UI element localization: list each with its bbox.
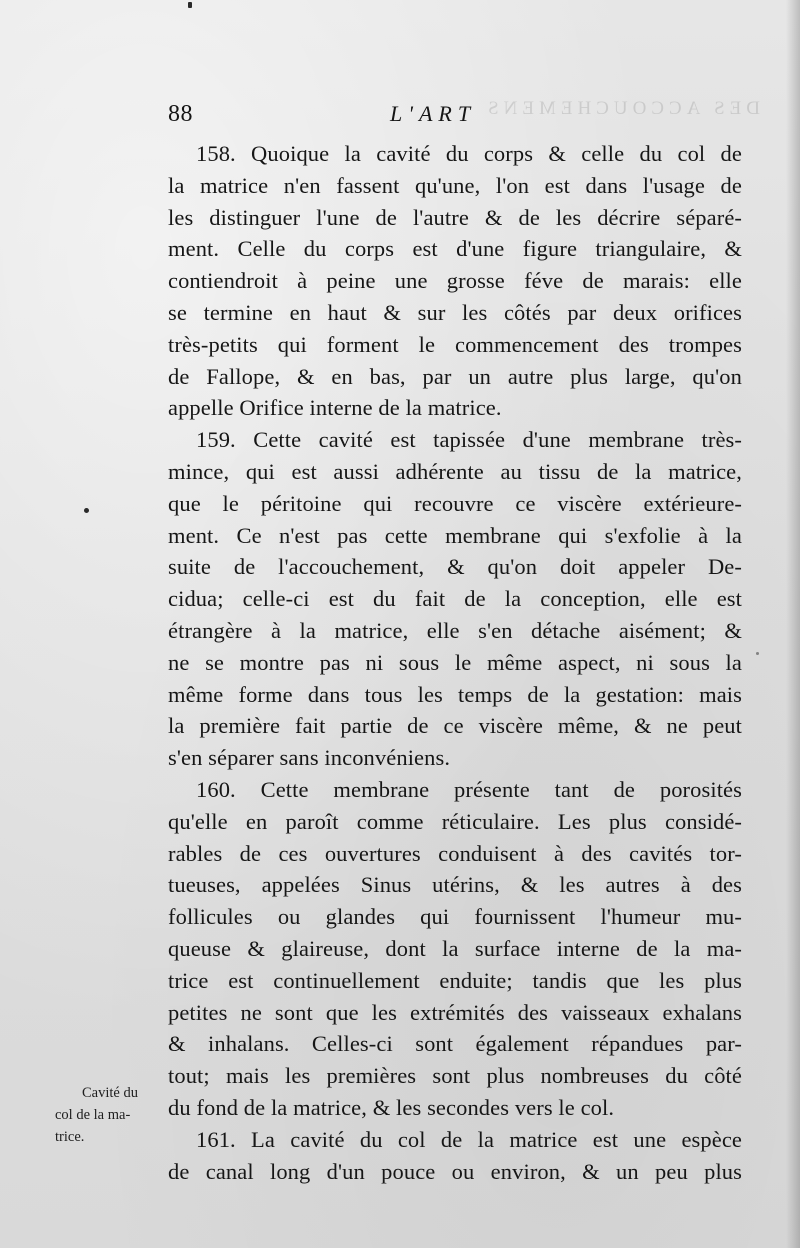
show-through-text: DES ACCOUCHEMENS [483, 98, 760, 119]
page-number: 88 [168, 101, 193, 127]
margin-note [55, 1082, 165, 1148]
text-line: rables de ces ouvertures conduisent à des cavités tor- [168, 840, 742, 866]
running-head: L'ART [390, 101, 477, 126]
page-header [168, 99, 742, 133]
text-line: 160. Cette membrane présente tant de porosités [196, 776, 742, 802]
text-line: de canal long d'un pouce ou environ, & un peu plus [168, 1158, 742, 1184]
body-text [168, 138, 742, 1187]
text-line: se termine en haut & sur les côtés par deux orifices [168, 299, 742, 325]
text-line: ment. Ce n'est pas cette membrane qui s'exfolie à la [168, 522, 742, 548]
paper-speck [756, 652, 759, 655]
text-line: très-petits qui forment le commencement des trompes [168, 331, 742, 357]
text-line: contiendroit à peine une grosse féve de marais: elle [168, 268, 742, 294]
text-line: la première fait partie de ce viscère même, & ne peut [168, 713, 742, 739]
text-line: que le péritoine qui recouvre ce viscère extérieure- [168, 490, 742, 516]
text-line: & inhalans. Celles-ci sont également répandues par- [168, 1031, 742, 1057]
paper-speck [84, 508, 89, 513]
text-line: de Fallope, & en bas, par un autre plus large, qu'on [168, 363, 742, 389]
text-line: 161. La cavité du col de la matrice est une espèce [196, 1126, 742, 1152]
text-line: appelle Orifice interne de la matrice. [168, 395, 502, 421]
text-line: les distinguer l'une de l'autre & de les décrire séparé- [168, 204, 742, 230]
text-line: la matrice n'en fassent qu'une, l'on est dans l'usage de [168, 172, 742, 198]
text-line: tout; mais les premières sont plus nombreuses du côté [168, 1063, 742, 1089]
text-line: s'en séparer sans inconvéniens. [168, 745, 451, 771]
text-line: étrangère à la matrice, elle s'en détache aisément; & [168, 617, 742, 643]
text-line: cidua; celle-ci est du fait de la conception, elle est [168, 586, 742, 612]
text-line: follicules ou glandes qui fournissent l'humeur mu- [168, 904, 742, 930]
text-line: queuse & glaireuse, dont la surface interne de la ma- [168, 935, 742, 961]
margin-note-line: col de la ma- [55, 1107, 131, 1123]
margin-note-line: Cavité du [82, 1085, 138, 1101]
text-line: ne se montre pas ni sous le même aspect, ni sous la [168, 649, 742, 675]
text-line: trice est continuellement enduite; tandis que les plus [168, 967, 742, 993]
text-line: 159. Cette cavité est tapissée d'une membrane très- [196, 427, 742, 453]
text-line: mince, qui est aussi adhérente au tissu de la matrice, [168, 458, 742, 484]
text-line: suite de l'accouchement, & qu'on doit appeler De- [168, 554, 742, 580]
paper-speck [188, 2, 192, 8]
page-edge-shadow [786, 0, 800, 1248]
text-line: tueuses, appelées Sinus utérins, & les autres à des [168, 872, 742, 898]
text-line: ment. Celle du corps est d'une figure triangulaire, & [168, 236, 742, 262]
text-line: du fond de la matrice, & les secondes vers le col. [168, 1094, 615, 1120]
text-line: même forme dans tous les temps de la gestation: mais [168, 681, 742, 707]
margin-note-line: trice. [55, 1129, 85, 1145]
text-line: qu'elle en paroît comme réticulaire. Les plus considé- [168, 808, 742, 834]
text-line: 158. Quoique la cavité du corps & celle du col de [196, 141, 742, 166]
text-line: petites ne sont que les extrémités des vaisseaux exhalans [168, 999, 742, 1025]
